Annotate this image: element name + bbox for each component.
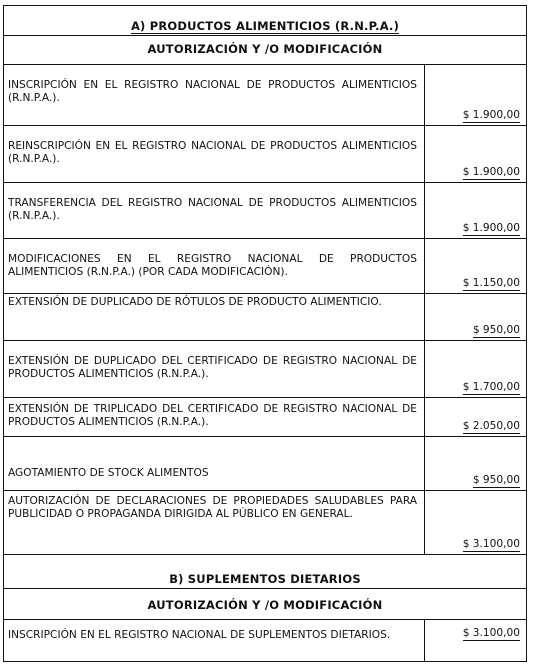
price-value: $ 950,00 [472,474,520,486]
fee-description: MODIFICACIONES EN EL REGISTRO NACIONAL DE PRODUCTOS ALIMENTICIOS (R.N.P.A.) (POR CADA MODIFICACIÓN). [8,253,417,278]
fee-price [424,420,520,434]
fee-price [424,474,520,488]
price-value: $ 2.050,00 [462,420,520,432]
price-value: $ 1.900,00 [462,222,520,234]
fee-description: EXTENSIÓN DE TRIPLICADO DEL CERTIFICADO DE REGISTRO NACIONAL DE PRODUCTOS ALIMENTICIOS (R.N.P.A.). [8,403,417,428]
table-row [3,490,527,554]
price-value: $ 1.700,00 [462,381,520,393]
table-row [3,64,527,125]
fee-description: EXTENSIÓN DE DUPLICADO DEL CERTIFICADO DE REGISTRO NACIONAL DE PRODUCTOS ALIMENTICIOS (R.N.P.A.). [8,355,417,380]
table-row [3,340,527,397]
fee-price [424,324,520,338]
fee-description: EXTENSIÓN DE DUPLICADO DE RÓTULOS DE PRODUCTO ALIMENTICIO. [8,296,382,308]
table-row [3,436,527,490]
fee-price [424,166,520,180]
price-value: $ 3.100,00 [462,538,520,550]
fee-description: AUTORIZACIÓN DE DECLARACIONES DE PROPIEDADES SALUDABLES PARA PUBLICIDAD O PROPAGANDA DIRIGIDA AL PÚBLICO EN GENERAL. [8,495,417,520]
section-a-title: A) PRODUCTOS ALIMENTICIOS (R.N.P.A.) [130,19,400,33]
fee-price [424,381,520,395]
fee-description: AGOTAMIENTO DE STOCK ALIMENTOS [8,467,209,479]
fee-price [424,538,520,552]
price-value: $ 3.100,00 [462,627,520,639]
fee-price [424,222,520,236]
table-row [3,397,527,436]
table-row [3,293,527,340]
price-value: $ 950,00 [472,324,520,336]
fee-description: INSCRIPCIÓN EN EL REGISTRO NACIONAL DE SUPLEMENTOS DIETARIOS. [8,629,391,641]
table-row [3,238,527,293]
price-value: $ 1.900,00 [462,166,520,178]
section-b-title: B) SUPLEMENTOS DIETARIOS [169,572,361,586]
fee-price [424,627,520,641]
price-value: $ 1.900,00 [462,109,520,121]
section-a-subtitle: AUTORIZACIÓN Y /O MODIFICACIÓN [147,42,383,56]
table-row [3,125,527,182]
fee-price [424,109,520,123]
fee-description: INSCRIPCIÓN EN EL REGISTRO NACIONAL DE PRODUCTOS ALIMENTICIOS (R.N.P.A.). [8,79,417,104]
fee-description: REINSCRIPCIÓN EN EL REGISTRO NACIONAL DE PRODUCTOS ALIMENTICIOS (R.N.P.A.). [8,140,417,165]
price-value: $ 1.150,00 [462,277,520,289]
table-row [3,619,527,661]
fee-price [424,277,520,291]
table-row [3,182,527,238]
section-b-subtitle: AUTORIZACIÓN Y /O MODIFICACIÓN [147,598,383,612]
fee-description: TRANSFERENCIA DEL REGISTRO NACIONAL DE PRODUCTOS ALIMENTICIOS (R.N.P.A.). [8,197,417,222]
